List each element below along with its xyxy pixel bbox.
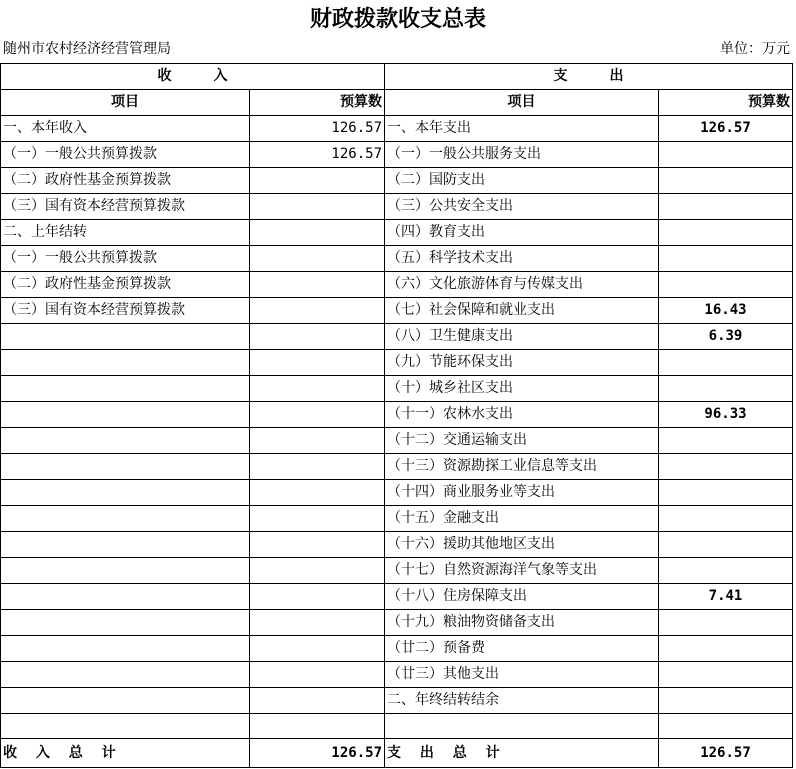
- expense-item-cell: （四）教育支出: [385, 220, 659, 246]
- table-row: [1, 246, 793, 272]
- table-row: [1, 662, 793, 688]
- expense-budget-cell: [659, 454, 793, 480]
- expense-item-cell: （十九）粮油物资储备支出: [385, 610, 659, 636]
- expense-item-cell: （十七）自然资源海洋气象等支出: [385, 558, 659, 584]
- expense-budget-cell: [659, 220, 793, 246]
- income-budget-cell: [250, 714, 385, 739]
- expense-budget-cell: [659, 688, 793, 714]
- income-budget-cell: [250, 506, 385, 532]
- expense-item-cell: （九）节能环保支出: [385, 350, 659, 376]
- income-budget-cell: [250, 584, 385, 610]
- table-row: [1, 220, 793, 246]
- income-item-cell: [1, 324, 250, 350]
- income-item-cell: （二）政府性基金预算拨款: [1, 272, 250, 298]
- expense-budget-cell: 6.39: [659, 324, 793, 350]
- income-item-cell: [1, 428, 250, 454]
- expense-section-header: 支 出: [385, 64, 793, 90]
- income-item-cell: [1, 480, 250, 506]
- income-item-cell: [1, 688, 250, 714]
- table-row: [1, 610, 793, 636]
- expense-item-cell: （十六）援助其他地区支出: [385, 532, 659, 558]
- table-row: [1, 298, 793, 324]
- income-item-cell: 二、上年结转: [1, 220, 250, 246]
- income-budget-cell: [250, 272, 385, 298]
- budget-table: [0, 63, 793, 768]
- expense-item-header: 项目: [385, 90, 659, 116]
- expense-budget-cell: [659, 532, 793, 558]
- income-budget-cell: 126.57: [250, 142, 385, 168]
- table-row: [1, 350, 793, 376]
- section-header-row: [1, 64, 793, 90]
- expense-item-cell: （六）文化旅游体育与传媒支出: [385, 272, 659, 298]
- table-row: [1, 584, 793, 610]
- income-budget-cell: [250, 298, 385, 324]
- expense-item-cell: （七）社会保障和就业支出: [385, 298, 659, 324]
- expense-budget-cell: 96.33: [659, 402, 793, 428]
- expense-budget-cell: [659, 506, 793, 532]
- expense-item-cell: （八）卫生健康支出: [385, 324, 659, 350]
- expense-item-cell: （十三）资源勘探工业信息等支出: [385, 454, 659, 480]
- income-item-cell: （二）政府性基金预算拨款: [1, 168, 250, 194]
- expense-item-cell: [385, 714, 659, 739]
- table-row: [1, 168, 793, 194]
- income-total-value: 126.57: [250, 739, 385, 768]
- totals-row: [1, 739, 793, 768]
- income-budget-cell: [250, 688, 385, 714]
- expense-budget-cell: [659, 376, 793, 402]
- table-row: [1, 506, 793, 532]
- expense-budget-cell: 7.41: [659, 584, 793, 610]
- income-item-cell: 一、本年收入: [1, 116, 250, 142]
- unit-label: 单位：万元: [720, 41, 790, 57]
- income-budget-cell: [250, 610, 385, 636]
- expense-item-cell: （十）城乡社区支出: [385, 376, 659, 402]
- table-row: [1, 272, 793, 298]
- expense-item-cell: （十四）商业服务业等支出: [385, 480, 659, 506]
- expense-budget-cell: [659, 350, 793, 376]
- income-budget-cell: [250, 350, 385, 376]
- income-item-cell: [1, 402, 250, 428]
- expense-item-cell: （二）国防支出: [385, 168, 659, 194]
- income-budget-cell: [250, 246, 385, 272]
- expense-item-cell: （五）科学技术支出: [385, 246, 659, 272]
- expense-item-cell: （一）一般公共服务支出: [385, 142, 659, 168]
- income-item-cell: （三）国有资本经营预算拨款: [1, 298, 250, 324]
- expense-item-cell: （十五）金融支出: [385, 506, 659, 532]
- income-budget-cell: [250, 428, 385, 454]
- expense-budget-cell: [659, 272, 793, 298]
- income-budget-cell: [250, 220, 385, 246]
- income-item-cell: （一）一般公共预算拨款: [1, 246, 250, 272]
- income-budget-cell: [250, 636, 385, 662]
- income-item-cell: [1, 636, 250, 662]
- income-budget-cell: [250, 402, 385, 428]
- expense-budget-header: 预算数: [659, 90, 793, 116]
- expense-total-label: 支 出 总 计: [385, 739, 659, 768]
- expense-item-cell: （十一）农林水支出: [385, 402, 659, 428]
- expense-item-cell: 二、年终结转结余: [385, 688, 659, 714]
- expense-budget-cell: [659, 194, 793, 220]
- expense-budget-cell: [659, 480, 793, 506]
- expense-budget-cell: [659, 662, 793, 688]
- expense-budget-cell: [659, 636, 793, 662]
- table-row: [1, 454, 793, 480]
- income-item-cell: [1, 506, 250, 532]
- income-budget-cell: [250, 480, 385, 506]
- income-item-cell: [1, 454, 250, 480]
- expense-item-cell: 一、本年支出: [385, 116, 659, 142]
- expense-budget-cell: [659, 142, 793, 168]
- income-item-cell: [1, 558, 250, 584]
- table-row: [1, 194, 793, 220]
- page-title: 财政拨款收支总表: [309, 6, 486, 32]
- table-row: [1, 688, 793, 714]
- table-row: [1, 428, 793, 454]
- income-total-label: 收 入 总 计: [1, 739, 250, 768]
- income-budget-cell: [250, 662, 385, 688]
- expense-budget-cell: [659, 246, 793, 272]
- column-header-row: [1, 90, 793, 116]
- income-item-cell: （三）国有资本经营预算拨款: [1, 194, 250, 220]
- income-budget-cell: [250, 324, 385, 350]
- income-item-cell: [1, 662, 250, 688]
- income-item-header: 项目: [1, 90, 250, 116]
- table-row: [1, 402, 793, 428]
- table-row: [1, 558, 793, 584]
- income-budget-header: 预算数: [250, 90, 385, 116]
- expense-item-cell: （廿三）其他支出: [385, 662, 659, 688]
- income-item-cell: [1, 532, 250, 558]
- table-row: [1, 142, 793, 168]
- expense-total-value: 126.57: [659, 739, 793, 768]
- organization-name: 随州市农村经济经营管理局: [3, 41, 171, 57]
- income-item-cell: [1, 350, 250, 376]
- income-budget-cell: 126.57: [250, 116, 385, 142]
- expense-budget-cell: [659, 610, 793, 636]
- expense-budget-cell: [659, 558, 793, 584]
- income-budget-cell: [250, 168, 385, 194]
- income-item-cell: [1, 610, 250, 636]
- expense-budget-cell: 126.57: [659, 116, 793, 142]
- income-item-cell: [1, 714, 250, 739]
- table-row: [1, 714, 793, 739]
- income-item-cell: （一）一般公共预算拨款: [1, 142, 250, 168]
- expense-item-cell: （三）公共安全支出: [385, 194, 659, 220]
- income-budget-cell: [250, 532, 385, 558]
- table-row: [1, 480, 793, 506]
- table-row: [1, 116, 793, 142]
- income-item-cell: [1, 376, 250, 402]
- expense-item-cell: （廿二）预备费: [385, 636, 659, 662]
- expense-budget-cell: [659, 428, 793, 454]
- table-row: [1, 324, 793, 350]
- income-section-header: 收 入: [1, 64, 385, 90]
- income-budget-cell: [250, 558, 385, 584]
- income-budget-cell: [250, 376, 385, 402]
- expense-item-cell: （十八）住房保障支出: [385, 584, 659, 610]
- table-row: [1, 532, 793, 558]
- expense-budget-cell: 16.43: [659, 298, 793, 324]
- expense-budget-cell: [659, 714, 793, 739]
- income-budget-cell: [250, 454, 385, 480]
- expense-budget-cell: [659, 168, 793, 194]
- table-row: [1, 636, 793, 662]
- income-item-cell: [1, 584, 250, 610]
- expense-item-cell: （十二）交通运输支出: [385, 428, 659, 454]
- table-row: [1, 376, 793, 402]
- income-budget-cell: [250, 194, 385, 220]
